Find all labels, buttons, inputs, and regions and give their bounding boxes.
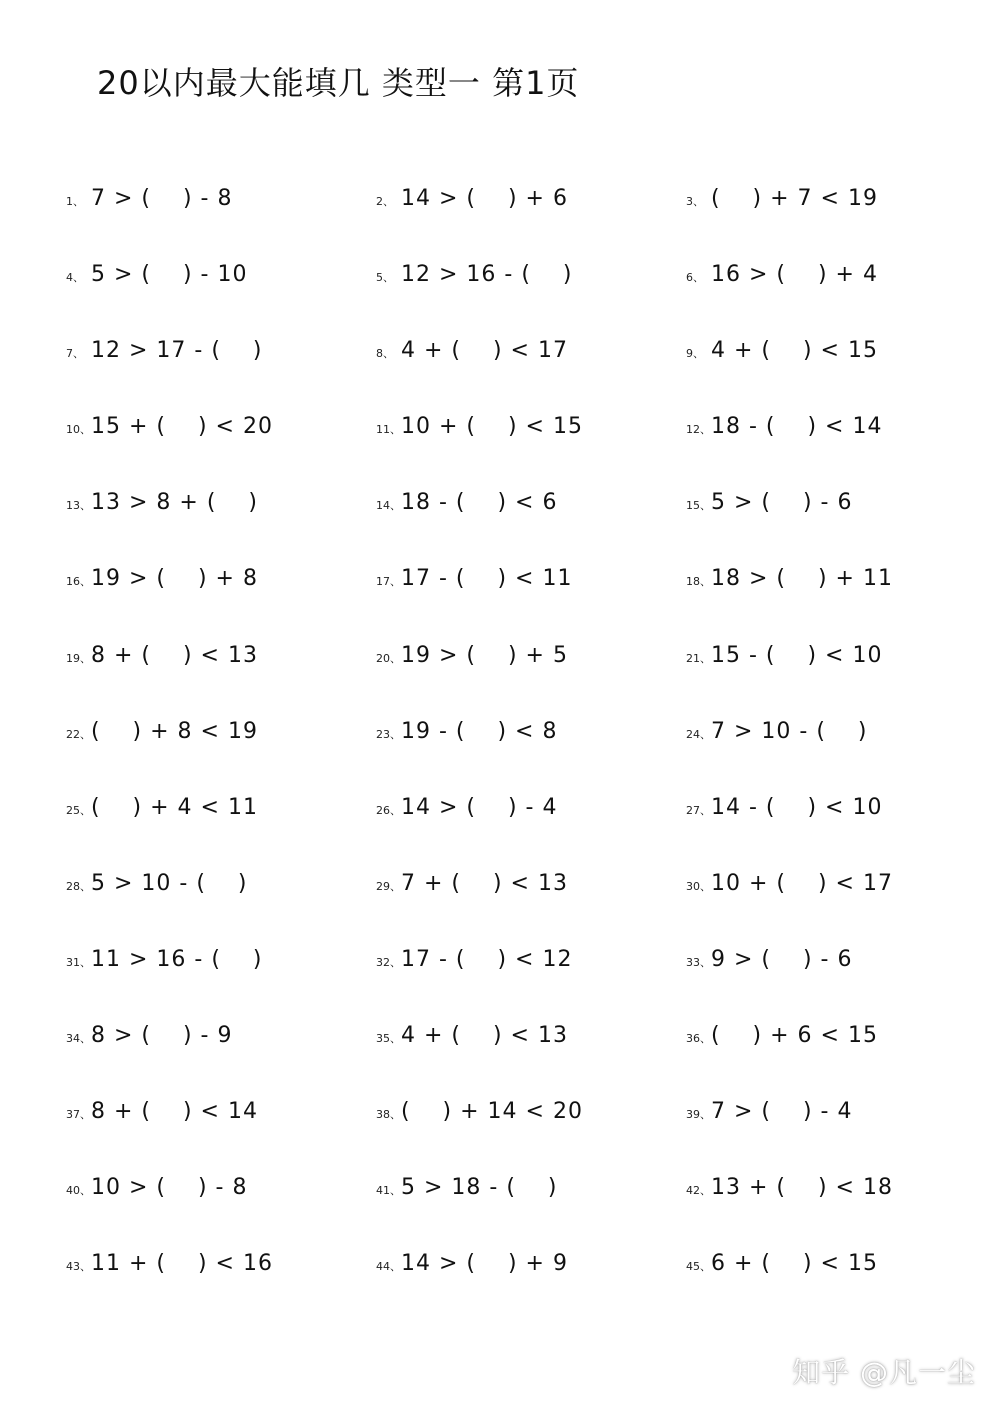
- problem-expression: 13 + ( ) < 18: [711, 1175, 893, 1201]
- problem-number: 16、: [66, 575, 91, 589]
- problem-item: [376, 795, 686, 835]
- problem-item: [686, 1251, 966, 1291]
- problem-number: 6、: [686, 271, 704, 285]
- problem-expression: ( ) + 7 < 19: [711, 186, 878, 211]
- problem-item: [66, 490, 376, 530]
- problem-item: [686, 719, 966, 759]
- problem-item: [376, 262, 686, 302]
- problem-expression: 7 > 10 - ( ): [711, 718, 868, 744]
- problem-number: 44、: [376, 1260, 401, 1274]
- problem-item: [686, 186, 966, 226]
- problem-item: [66, 1175, 376, 1215]
- problem-expression: 14 > ( ) - 4: [401, 794, 558, 820]
- problem-expression: 13 > 8 + ( ): [91, 490, 258, 516]
- problem-expression: 4 + ( ) < 13: [401, 1023, 568, 1049]
- problem-number: 33、: [686, 955, 711, 969]
- problem-number: 27、: [686, 803, 711, 817]
- problem-item: [66, 1099, 376, 1139]
- problem-number: 45、: [686, 1260, 711, 1274]
- problem-item: [686, 414, 966, 454]
- problem-expression: ( ) + 14 < 20: [401, 1099, 583, 1125]
- problem-number: 21、: [686, 651, 711, 665]
- watermark: 知乎 @凡一尘: [792, 1356, 976, 1389]
- problem-expression: 18 > ( ) + 11: [711, 566, 893, 592]
- problem-item: [66, 414, 376, 454]
- problem-number: 38、: [376, 1108, 401, 1122]
- problem-expression: 19 > ( ) + 8: [91, 566, 258, 592]
- problem-number: 12、: [686, 423, 711, 437]
- problem-expression: 12 > 17 - ( ): [91, 338, 263, 364]
- problem-item: [66, 795, 376, 835]
- problem-expression: 9 > ( ) - 6: [711, 946, 853, 972]
- problem-item: [376, 643, 686, 683]
- problem-item: [66, 1023, 376, 1063]
- problem-number: 7、: [66, 347, 84, 361]
- problem-number: 20、: [376, 651, 401, 665]
- problem-expression: 14 > ( ) + 9: [401, 1251, 568, 1277]
- problem-number: 13、: [66, 499, 91, 513]
- problem-expression: 4 + ( ) < 17: [401, 338, 568, 364]
- problem-item: [686, 338, 966, 378]
- problem-expression: 11 > 16 - ( ): [91, 946, 263, 972]
- problem-number: 43、: [66, 1260, 91, 1274]
- problem-number: 22、: [66, 727, 91, 741]
- problem-number: 28、: [66, 879, 91, 893]
- problem-number: 1、: [66, 195, 84, 208]
- problem-item: [376, 1099, 686, 1139]
- problem-expression: ( ) + 6 < 15: [711, 1023, 878, 1049]
- problem-number: 15、: [686, 499, 711, 513]
- problem-item: [686, 947, 966, 987]
- problem-number: 18、: [686, 575, 711, 589]
- problem-number: 5、: [376, 271, 394, 285]
- problem-expression: ( ) + 4 < 11: [91, 794, 258, 820]
- problem-expression: 8 + ( ) < 13: [91, 642, 258, 668]
- problem-number: 14、: [376, 499, 401, 513]
- problem-item: [376, 566, 686, 606]
- problem-expression: 12 > 16 - ( ): [401, 262, 573, 288]
- problem-expression: 8 + ( ) < 14: [91, 1099, 258, 1125]
- problem-expression: 18 - ( ) < 14: [711, 414, 883, 440]
- problem-number: 42、: [686, 1184, 711, 1198]
- problem-item: [686, 1023, 966, 1063]
- problem-item: [376, 1251, 686, 1291]
- problem-item: [66, 719, 376, 759]
- problem-item: [686, 1175, 966, 1215]
- problem-item: [66, 643, 376, 683]
- problem-item: [376, 186, 686, 226]
- problem-grid: [66, 186, 966, 1327]
- problem-expression: 8 > ( ) - 9: [91, 1023, 233, 1049]
- problem-expression: 4 + ( ) < 15: [711, 338, 878, 364]
- problem-item: [66, 947, 376, 987]
- problem-number: 9、: [686, 347, 704, 361]
- problem-expression: 17 - ( ) < 12: [401, 946, 573, 972]
- problem-item: [66, 262, 376, 302]
- problem-expression: 14 - ( ) < 10: [711, 794, 883, 820]
- problem-number: 19、: [66, 651, 91, 665]
- problem-number: 31、: [66, 955, 91, 969]
- problem-expression: ( ) + 8 < 19: [91, 718, 258, 744]
- problem-item: [686, 643, 966, 683]
- problem-expression: 19 > ( ) + 5: [401, 642, 568, 668]
- problem-item: [376, 338, 686, 378]
- problem-number: 39、: [686, 1108, 711, 1122]
- problem-item: [686, 262, 966, 302]
- problem-item: [376, 719, 686, 759]
- problem-expression: 7 > ( ) - 4: [711, 1099, 853, 1125]
- problem-number: 36、: [686, 1032, 711, 1046]
- problem-expression: 5 > ( ) - 10: [91, 262, 248, 288]
- problem-number: 24、: [686, 727, 711, 741]
- problem-number: 3、: [686, 195, 704, 208]
- problem-item: [686, 1099, 966, 1139]
- problem-number: 2、: [376, 195, 394, 208]
- problem-expression: 15 - ( ) < 10: [711, 642, 883, 668]
- problem-number: 32、: [376, 955, 401, 969]
- problem-number: 29、: [376, 879, 401, 893]
- problem-expression: 5 > 18 - ( ): [401, 1175, 558, 1201]
- problem-expression: 10 + ( ) < 17: [711, 870, 893, 896]
- problem-number: 35、: [376, 1032, 401, 1046]
- problem-item: [376, 871, 686, 911]
- problem-expression: 5 > ( ) - 6: [711, 490, 853, 516]
- problem-expression: 7 + ( ) < 13: [401, 870, 568, 896]
- problem-expression: 17 - ( ) < 11: [401, 566, 573, 592]
- problem-item: [66, 1251, 376, 1291]
- problem-item: [66, 338, 376, 378]
- problem-item: [376, 1023, 686, 1063]
- problem-expression: 19 - ( ) < 8: [401, 718, 558, 744]
- problem-expression: 11 + ( ) < 16: [91, 1251, 273, 1277]
- problem-number: 17、: [376, 575, 401, 589]
- problem-item: [686, 490, 966, 530]
- problem-number: 41、: [376, 1184, 401, 1198]
- problem-item: [66, 186, 376, 226]
- problem-number: 40、: [66, 1184, 91, 1198]
- problem-expression: 15 + ( ) < 20: [91, 414, 273, 440]
- problem-expression: 16 > ( ) + 4: [711, 262, 878, 288]
- problem-number: 10、: [66, 423, 91, 437]
- problem-number: 23、: [376, 727, 401, 741]
- problem-item: [686, 795, 966, 835]
- problem-item: [376, 1175, 686, 1215]
- problem-expression: 14 > ( ) + 6: [401, 186, 568, 211]
- problem-expression: 6 + ( ) < 15: [711, 1251, 878, 1277]
- problem-number: 26、: [376, 803, 401, 817]
- problem-item: [686, 566, 966, 606]
- problem-number: 34、: [66, 1032, 91, 1046]
- problem-item: [66, 871, 376, 911]
- problem-number: 11、: [376, 423, 401, 437]
- problem-item: [686, 871, 966, 911]
- problem-expression: 7 > ( ) - 8: [91, 186, 233, 211]
- problem-number: 30、: [686, 879, 711, 893]
- problem-number: 25、: [66, 803, 91, 817]
- problem-number: 37、: [66, 1108, 91, 1122]
- problem-item: [66, 566, 376, 606]
- problem-expression: 10 > ( ) - 8: [91, 1175, 248, 1201]
- page-title: 20以内最大能填几 类型一 第1页: [97, 64, 580, 102]
- problem-number: 8、: [376, 347, 394, 361]
- problem-item: [376, 414, 686, 454]
- problem-expression: 5 > 10 - ( ): [91, 870, 248, 896]
- problem-number: 4、: [66, 271, 84, 285]
- problem-item: [376, 947, 686, 987]
- problem-expression: 10 + ( ) < 15: [401, 414, 583, 440]
- problem-item: [376, 490, 686, 530]
- problem-expression: 18 - ( ) < 6: [401, 490, 558, 516]
